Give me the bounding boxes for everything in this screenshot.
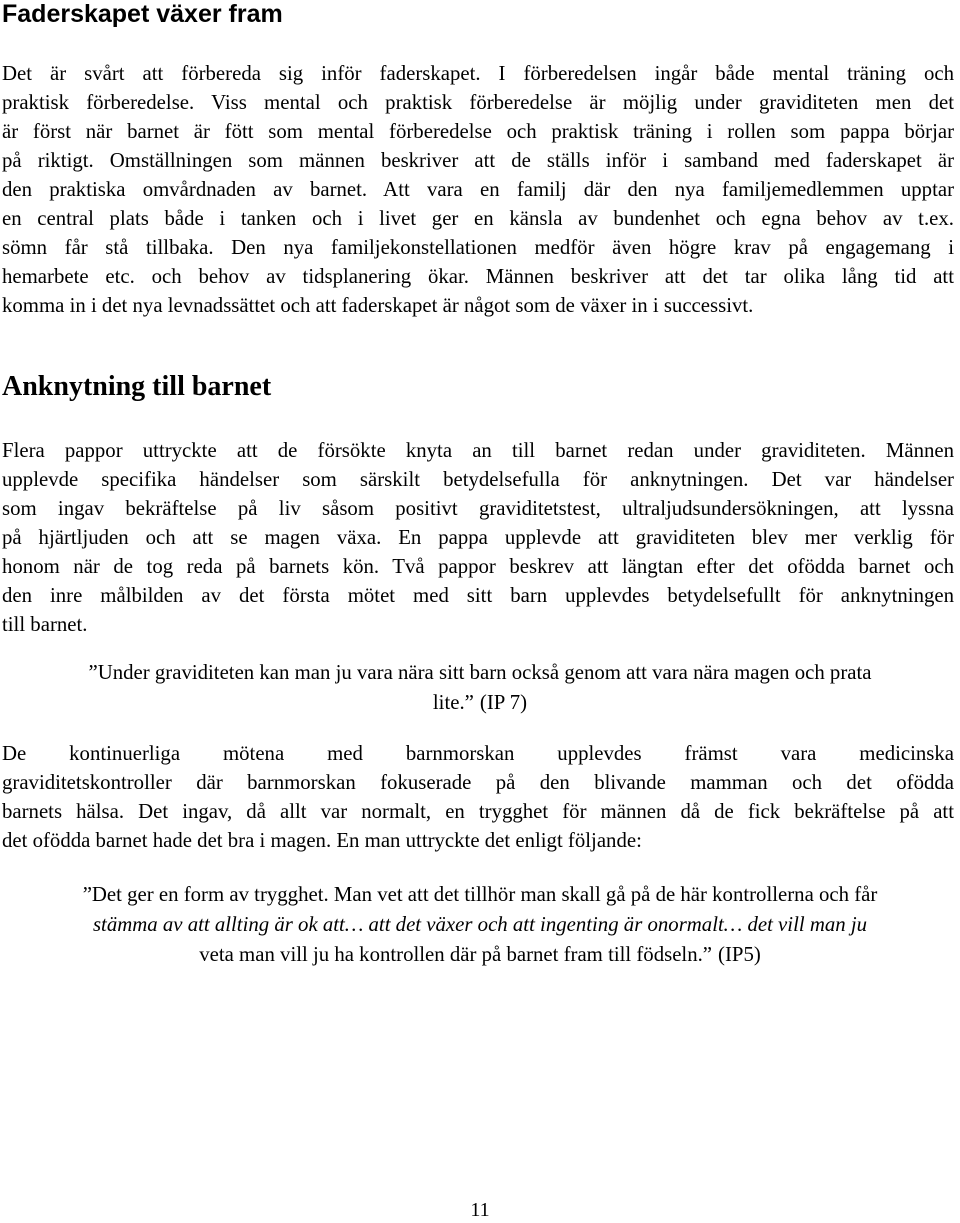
quote-reference: (IP5): [718, 943, 761, 966]
paragraph-line: barnets hälsa. Det ingav, då allt var normalt, en trygghet för männen då de fick bekräftelse på att: [2, 800, 954, 823]
paragraph-line: det ofödda barnet hade det bra i magen. En man uttryckte det enligt följande:: [2, 829, 642, 852]
paragraph-line: honom när de tog reda på barnets kön. Två pappor beskrev att längtan efter det ofödda barnet och: [2, 555, 954, 578]
paragraph-faderskapet: [2, 59, 954, 320]
quote-reference: (IP 7): [479, 691, 528, 714]
section-heading-faderskapet: Faderskapet växer fram: [2, 0, 283, 28]
page-number: 11: [470, 1199, 490, 1221]
paragraph-line: komma in i det nya levnadssättet och att faderskapet är något som de växer in i successivt.: [2, 294, 754, 317]
paragraph-line: hemarbete etc. och behov av tidsplanering ökar. Männen beskriver att det tar olika lång tid att: [2, 265, 954, 288]
paragraph-line: sömn får stå tillbaka. Den nya familjekonstellationen medför även högre krav på engagemang i: [2, 236, 954, 259]
paragraph-line: till barnet.: [2, 613, 88, 636]
paragraph-line: Flera pappor uttryckte att de försökte knyta an till barnet redan under graviditeten. Männen: [2, 439, 954, 462]
quote-ip5: [0, 880, 960, 970]
paragraph-line: De kontinuerliga mötena med barnmorskan upplevdes främst vara medicinska: [2, 742, 954, 765]
quote-text: veta man vill ju ha kontrollen där på barnet fram till födseln.”: [199, 943, 713, 966]
paragraph-line: på riktigt. Omställningen som männen beskriver att de ställs inför i samband med faderskapet är: [2, 149, 954, 172]
section-heading-anknytning: Anknytning till barnet: [2, 371, 272, 402]
paragraph-line: praktisk förberedelse. Viss mental och praktisk förberedelse är möjlig under graviditeten men det: [2, 91, 954, 114]
paragraph-line: är först när barnet är fött som mental förberedelse och praktisk träning i rollen som pappa börjar: [2, 120, 954, 143]
quote-line-italic: stämma av att allting är ok att… att det växer och att ingenting är onormalt… det vill man ju: [92, 913, 868, 936]
paragraph-line: på hjärtljuden och att se magen växa. En pappa upplevde att graviditeten blev mer verklig för: [2, 526, 954, 549]
quote-line: ”Det ger en form av trygghet. Man vet att det tillhör man skall gå på de här kontrollerna och får: [82, 883, 878, 906]
quote-ip7: [0, 658, 960, 718]
paragraph-line: Det är svårt att förbereda sig inför faderskapet. I förberedelsen ingår både mental träning och: [2, 62, 954, 85]
paragraph-barnmorskan: [2, 739, 954, 855]
paragraph-line: den inre målbilden av det första mötet med sitt barn upplevdes betydelsefullt för anknytningen: [2, 584, 954, 607]
quote-line: ”Under graviditeten kan man ju vara nära sitt barn också genom att vara nära magen och prata: [88, 661, 872, 684]
quote-text: lite.”: [432, 691, 474, 714]
paragraph-line: den praktiska omvårdnaden av barnet. Att vara en familj där den nya familjemedlemmen upptar: [2, 178, 954, 201]
paragraph-line: en central plats både i tanken och i livet ger en känsla av bundenhet och egna behov av t.ex.: [2, 207, 954, 230]
quote-line-last: [0, 940, 960, 970]
quote-line-last: [0, 688, 960, 718]
paragraph-line: som ingav bekräftelse på liv såsom positivt graviditetstest, ultraljudsundersökningen, att lyssna: [2, 497, 954, 520]
paragraph-anknytning: [2, 436, 954, 639]
paragraph-line: graviditetskontroller där barnmorskan fokuserade på den blivande mamman och det ofödda: [2, 771, 954, 794]
paragraph-line: upplevde specifika händelser som särskilt betydelsefulla för anknytningen. Det var händelser: [2, 468, 954, 491]
